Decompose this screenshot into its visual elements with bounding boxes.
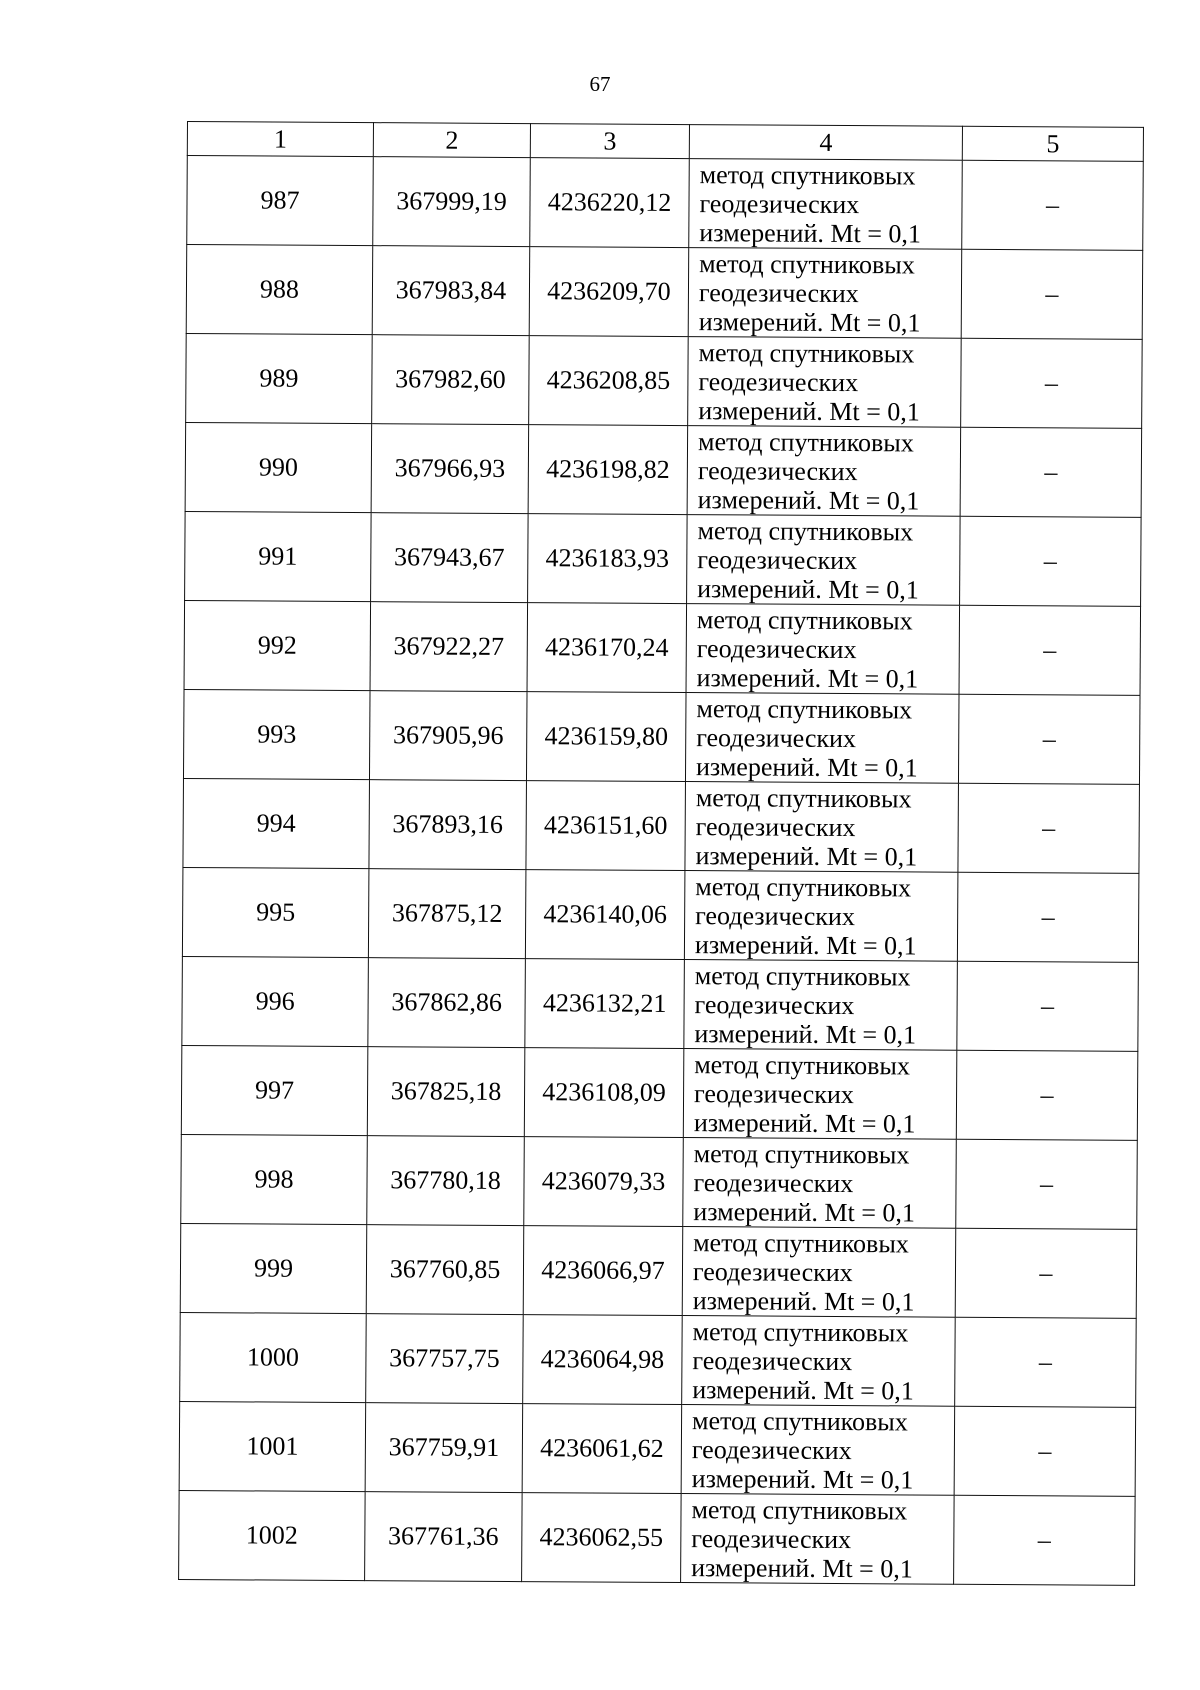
method-line: измерений. Mt = 0,1	[691, 1552, 913, 1583]
method-line: геодезических	[694, 989, 855, 1020]
y-coordinate-cell: 4236151,60	[526, 781, 686, 871]
point-number-cell: 992	[184, 600, 371, 690]
table-header	[187, 122, 1143, 162]
x-coordinate-cell: 367862,86	[368, 958, 526, 1048]
method-line: метод спутниковых	[694, 960, 911, 991]
x-coordinate-cell: 367922,27	[370, 602, 528, 692]
table-row	[179, 1490, 1136, 1585]
method-cell	[683, 1049, 957, 1140]
x-coordinate-cell: 367943,67	[371, 513, 529, 603]
method-cell	[688, 248, 962, 339]
method-line: метод спутниковых	[694, 1049, 911, 1080]
x-coordinate-cell: 367893,16	[369, 780, 527, 870]
method-line: измерений. Mt = 0,1	[697, 484, 920, 515]
header-cell-2: 2	[373, 123, 530, 158]
point-number-cell: 990	[185, 422, 372, 512]
method-line: геодезических	[698, 277, 859, 308]
y-coordinate-cell: 4236132,21	[525, 959, 685, 1049]
table-row	[181, 1045, 1138, 1140]
x-coordinate-cell: 367999,19	[373, 157, 531, 247]
method-cell	[687, 515, 961, 606]
x-coordinate-cell: 367780,18	[367, 1136, 525, 1226]
method-line: геодезических	[696, 722, 857, 753]
method-line: измерений. Mt = 0,1	[693, 1196, 916, 1227]
y-coordinate-cell: 4236159,80	[526, 692, 686, 782]
point-number-cell: 997	[181, 1045, 368, 1135]
point-number-cell: 989	[186, 333, 373, 423]
method-line: измерений. Mt = 0,1	[693, 1107, 916, 1138]
method-line: измерений. Mt = 0,1	[699, 217, 922, 248]
method-line: метод спутниковых	[695, 871, 912, 902]
table-row	[180, 1223, 1137, 1318]
method-line: измерений. Mt = 0,1	[695, 751, 918, 782]
method-line: метод спутниковых	[696, 693, 913, 724]
x-coordinate-cell: 367757,75	[366, 1314, 524, 1404]
y-coordinate-cell: 4236198,82	[528, 425, 688, 515]
method-cell	[685, 693, 959, 784]
note-cell: –	[960, 427, 1142, 517]
table-row	[183, 778, 1140, 873]
y-coordinate-cell: 4236061,62	[522, 1404, 682, 1494]
method-cell	[686, 604, 960, 695]
method-line: геодезических	[695, 811, 856, 842]
note-cell: –	[961, 338, 1143, 428]
table-row	[184, 600, 1141, 695]
header-cell-3: 3	[530, 124, 689, 159]
method-line: метод спутниковых	[691, 1494, 908, 1525]
point-number-cell: 998	[181, 1134, 368, 1224]
method-line: измерений. Mt = 0,1	[692, 1374, 914, 1405]
note-cell: –	[955, 1228, 1137, 1318]
y-coordinate-cell: 4236062,55	[522, 1493, 682, 1583]
y-coordinate-cell: 4236064,98	[523, 1315, 683, 1405]
method-cell	[687, 426, 961, 517]
table-row	[180, 1312, 1137, 1407]
method-cell	[682, 1227, 956, 1318]
method-cell	[682, 1316, 956, 1407]
method-line: метод спутниковых	[691, 1405, 908, 1436]
method-line: геодезических	[693, 1078, 854, 1109]
method-line: геодезических	[693, 1167, 854, 1198]
note-cell: –	[956, 1050, 1138, 1140]
method-line: метод спутниковых	[697, 515, 914, 546]
y-coordinate-cell: 4236183,93	[528, 514, 688, 604]
point-number-cell: 996	[182, 956, 369, 1046]
point-number-cell: 1002	[179, 1490, 366, 1580]
y-coordinate-cell: 4236170,24	[527, 603, 687, 693]
method-cell	[683, 1138, 957, 1229]
table-row	[186, 245, 1143, 340]
note-cell: –	[961, 249, 1143, 339]
method-line: геодезических	[692, 1256, 853, 1287]
method-line: геодезических	[697, 455, 858, 486]
note-cell: –	[954, 1406, 1136, 1496]
method-line: метод спутниковых	[699, 248, 915, 279]
table-row	[179, 1401, 1136, 1496]
coordinates-table	[178, 121, 1144, 1586]
method-line: измерений. Mt = 0,1	[698, 395, 920, 426]
point-number-cell: 999	[180, 1223, 367, 1313]
x-coordinate-cell: 367759,91	[365, 1403, 523, 1493]
note-cell: –	[954, 1495, 1136, 1585]
method-line: метод спутниковых	[696, 604, 913, 635]
y-coordinate-cell: 4236209,70	[529, 247, 689, 337]
point-number-cell: 993	[183, 689, 370, 779]
y-coordinate-cell: 4236066,97	[523, 1226, 683, 1316]
table-row	[181, 1134, 1138, 1229]
x-coordinate-cell: 367905,96	[369, 691, 527, 781]
note-cell: –	[955, 1317, 1137, 1407]
method-line: метод спутниковых	[693, 1227, 909, 1258]
method-line: измерений. Mt = 0,1	[697, 573, 919, 604]
table-row	[182, 956, 1139, 1051]
method-line: измерений. Mt = 0,1	[698, 306, 921, 337]
method-line: метод спутниковых	[695, 782, 912, 813]
table-row	[182, 867, 1139, 962]
note-cell: –	[958, 694, 1140, 784]
y-coordinate-cell: 4236108,09	[524, 1048, 684, 1138]
note-cell: –	[957, 872, 1139, 962]
table-row	[185, 422, 1142, 517]
method-line: метод спутниковых	[697, 426, 914, 457]
method-line: измерений. Mt = 0,1	[694, 1018, 917, 1049]
y-coordinate-cell: 4236079,33	[524, 1137, 684, 1227]
y-coordinate-cell: 4236220,12	[530, 158, 690, 248]
method-cell	[681, 1494, 955, 1585]
table-row	[187, 156, 1144, 251]
point-number-cell: 1000	[180, 1312, 367, 1402]
page-number: 67	[589, 72, 611, 96]
method-line: метод спутниковых	[692, 1316, 909, 1347]
method-line: измерений. Mt = 0,1	[691, 1463, 914, 1494]
y-coordinate-cell: 4236140,06	[525, 870, 685, 960]
method-line: измерений. Mt = 0,1	[694, 929, 917, 960]
method-line: измерений. Mt = 0,1	[696, 662, 919, 693]
point-number-cell: 988	[186, 245, 373, 335]
table-row	[186, 333, 1143, 428]
x-coordinate-cell: 367825,18	[367, 1047, 525, 1137]
note-cell: –	[962, 160, 1144, 250]
note-cell: –	[958, 783, 1140, 873]
method-line: геодезических	[691, 1523, 852, 1554]
point-number-cell: 995	[182, 867, 369, 957]
x-coordinate-cell: 367982,60	[372, 335, 530, 425]
method-line: геодезических	[695, 900, 855, 931]
x-coordinate-cell: 367761,36	[365, 1492, 523, 1582]
method-line: измерений. Mt = 0,1	[692, 1285, 915, 1316]
point-number-cell: 987	[187, 156, 374, 246]
table-row	[183, 689, 1140, 784]
method-cell	[688, 337, 962, 428]
header-cell-4: 4	[689, 125, 962, 161]
method-line: метод спутниковых	[693, 1138, 910, 1169]
method-cell	[685, 782, 959, 873]
x-coordinate-cell: 367966,93	[371, 424, 529, 514]
x-coordinate-cell: 367983,84	[372, 246, 530, 336]
method-line: метод спутниковых	[698, 337, 915, 368]
point-number-cell: 1001	[179, 1401, 366, 1491]
x-coordinate-cell: 367760,85	[366, 1225, 524, 1315]
method-line: геодезических	[692, 1345, 853, 1376]
method-cell	[684, 871, 958, 962]
note-cell: –	[956, 1139, 1138, 1229]
method-line: измерений. Mt = 0,1	[695, 840, 918, 871]
header-cell-1: 1	[187, 122, 373, 157]
method-line: геодезических	[699, 188, 860, 219]
note-cell: –	[960, 516, 1142, 606]
point-number-cell: 991	[185, 511, 372, 601]
x-coordinate-cell: 367875,12	[368, 869, 526, 959]
y-coordinate-cell: 4236208,85	[529, 336, 689, 426]
note-cell: –	[957, 961, 1139, 1051]
method-line: геодезических	[697, 544, 858, 575]
header-row	[187, 122, 1143, 162]
point-number-cell: 994	[183, 778, 370, 868]
method-line: геодезических	[696, 633, 857, 664]
table-body	[179, 156, 1144, 1586]
note-cell: –	[959, 605, 1141, 695]
method-line: метод спутниковых	[699, 159, 916, 190]
method-line: геодезических	[698, 366, 859, 397]
table-row	[185, 511, 1142, 606]
method-line: геодезических	[691, 1434, 852, 1465]
method-cell	[681, 1405, 955, 1496]
method-cell	[684, 960, 958, 1051]
method-cell	[689, 159, 963, 250]
header-cell-5: 5	[962, 126, 1143, 161]
